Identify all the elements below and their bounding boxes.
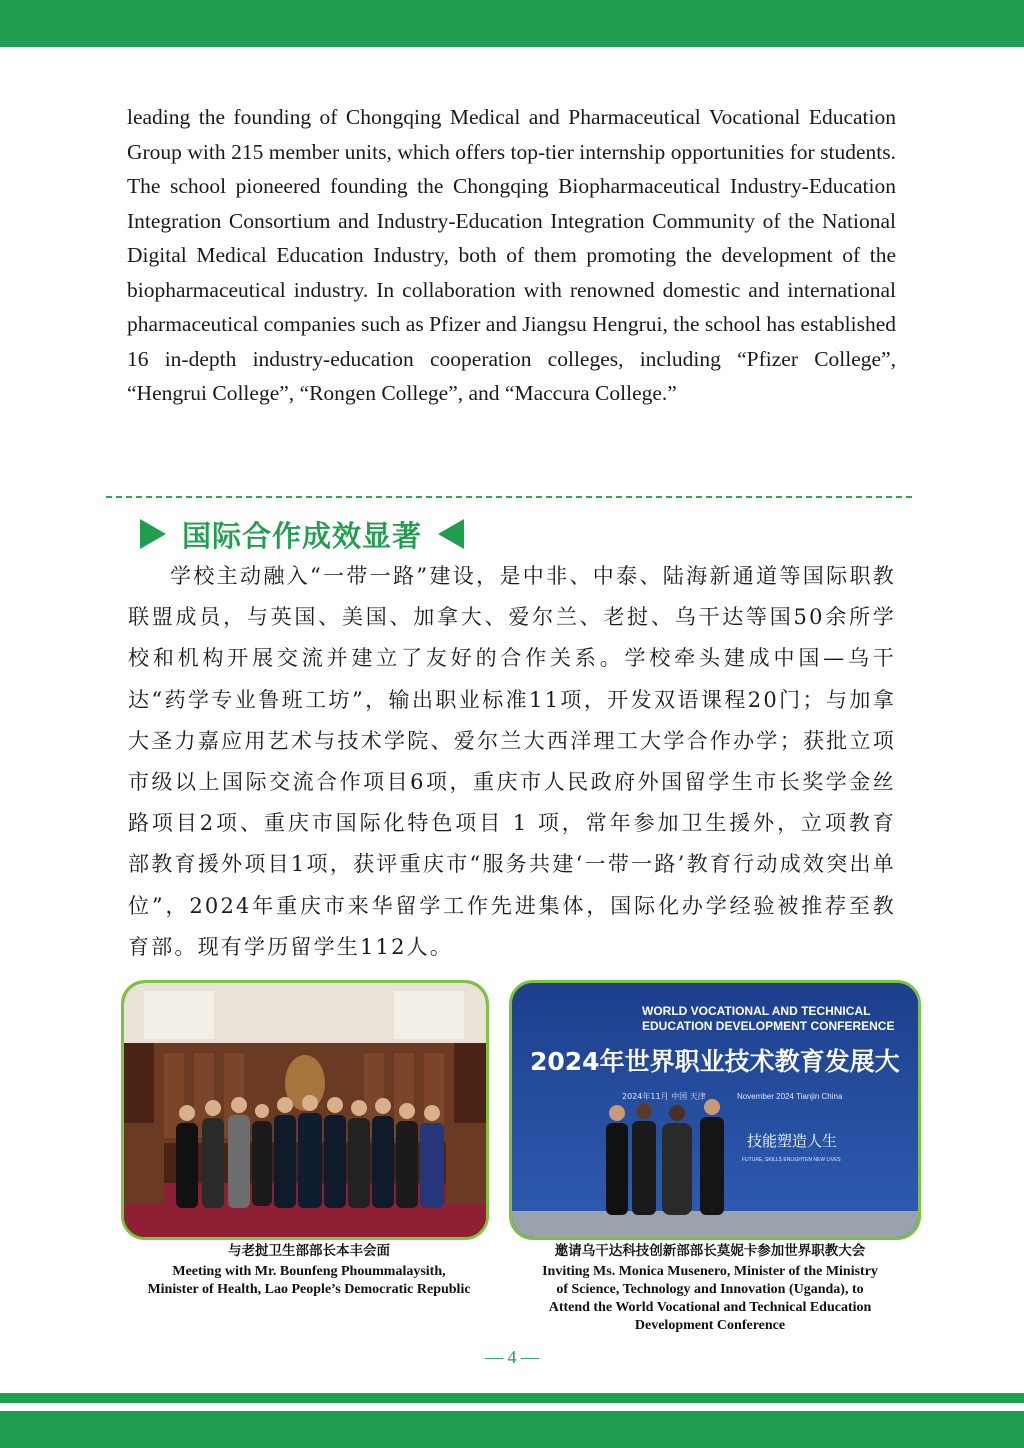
caption-meeting — [104, 1242, 514, 1299]
banner-en-line1: WORLD VOCATIONAL AND TECHNICAL — [642, 1004, 871, 1018]
section-divider — [106, 496, 912, 498]
banner-slogan-en: FUTURE, SKILLS ENLIGHTEN NEW LIVES — [742, 1157, 841, 1163]
caption-conference-en-line1: Inviting Ms. Monica Musenero, Minister of the Ministry — [542, 1264, 878, 1279]
banner-date-en: November 2024 Tianjin China — [737, 1092, 843, 1101]
banner-cn-title: 2024年世界职业技术教育发展大 — [530, 1047, 900, 1076]
caption-conference-cn: 邀请乌干达科技创新部部长莫妮卡参加世界职教大会 — [554, 1243, 866, 1259]
top-green-bar — [0, 0, 1024, 47]
caption-conference-en-line4: Development Conference — [634, 1318, 786, 1333]
caption-conference-en-line3: Attend the World Vocational and Technical Education — [548, 1300, 872, 1315]
conference-photo — [509, 980, 921, 1240]
triangle-right-icon — [140, 519, 166, 549]
caption-conference — [505, 1242, 915, 1335]
page-number: — 4 — — [485, 1347, 539, 1367]
triangle-left-icon — [438, 519, 464, 549]
section-heading — [140, 514, 464, 554]
chinese-paragraph: 学校主动融入“一带一路”建设，是中非、中泰、陆海新通道等国际职教联盟成员，与英国、美国、加拿大、爱尔兰、老挝、乌干达等国50余所学校和机构开展交流并建立了友好的合作关系。学校牵头建成中国—乌干达“药学专业鲁班工坊”，输出职业标准11项，开发双语课程20门；与加拿大圣力嘉应用艺术与技术学院、爱尔兰大西洋理工大学合作办学；获批立项市级以上国际交流合作项目6项，重庆市人民政府外国留学生市长奖学金丝路项目2项、重庆市国际化特色项目 1 项，常年参加卫生援外，立项教育部教育援外项目1项，获评重庆市“服务共建‘一带一路’教育行动成效突出单位”，2024年重庆市来华留学工作先进集体，国际化办学经验被推荐至教育部。现有学历留学生112人。 — [128, 564, 896, 959]
caption-meeting-en-line2: Minister of Health, Lao People’s Democratic Republic — [147, 1282, 471, 1297]
banner-en-line2: EDUCATION DEVELOPMENT CONFERENCE — [642, 1019, 895, 1033]
meeting-photo — [121, 980, 489, 1240]
english-paragraph: leading the founding of Chongqing Medical and Pharmaceutical Vocational Education Group with 215 member units, which offers top-tier internship opportunities for students. The school pioneered founding the Chongqing Biopharmaceutical Industry-Education Integration Consortium and Industry-Education Integration Community of the National Digital Medical Education Industry, both of them promoting the development of the biopharmaceutical industry. In collaboration with renowned domestic and international pharmaceutical companies such as Pfizer and Jiangsu Hengrui, the school has established 16 in-depth industry-education cooperation colleges, including “Pfizer College”, “Hengrui College”, “Rongen College”, and “Maccura College.” — [127, 105, 896, 405]
banner-slogan-cn: 技能塑造人生 — [747, 1132, 838, 1150]
caption-conference-en-line2: of Science, Technology and Innovation (Uganda), to — [556, 1282, 864, 1297]
banner-date-cn: 2024年11月 中国 天津 — [622, 1092, 706, 1101]
bottom-green-bar-thin — [0, 1393, 1024, 1403]
caption-meeting-en-line1: Meeting with Mr. Bounfeng Phoummalaysith, — [172, 1264, 446, 1279]
conference-photo-illustration — [512, 983, 918, 1237]
bottom-green-bar — [0, 1411, 1024, 1448]
section-title: 国际合作成效显著 — [182, 518, 423, 553]
meeting-photo-illustration — [124, 983, 486, 1237]
caption-meeting-cn: 与老挝卫生部部长本丰会面 — [228, 1243, 390, 1259]
